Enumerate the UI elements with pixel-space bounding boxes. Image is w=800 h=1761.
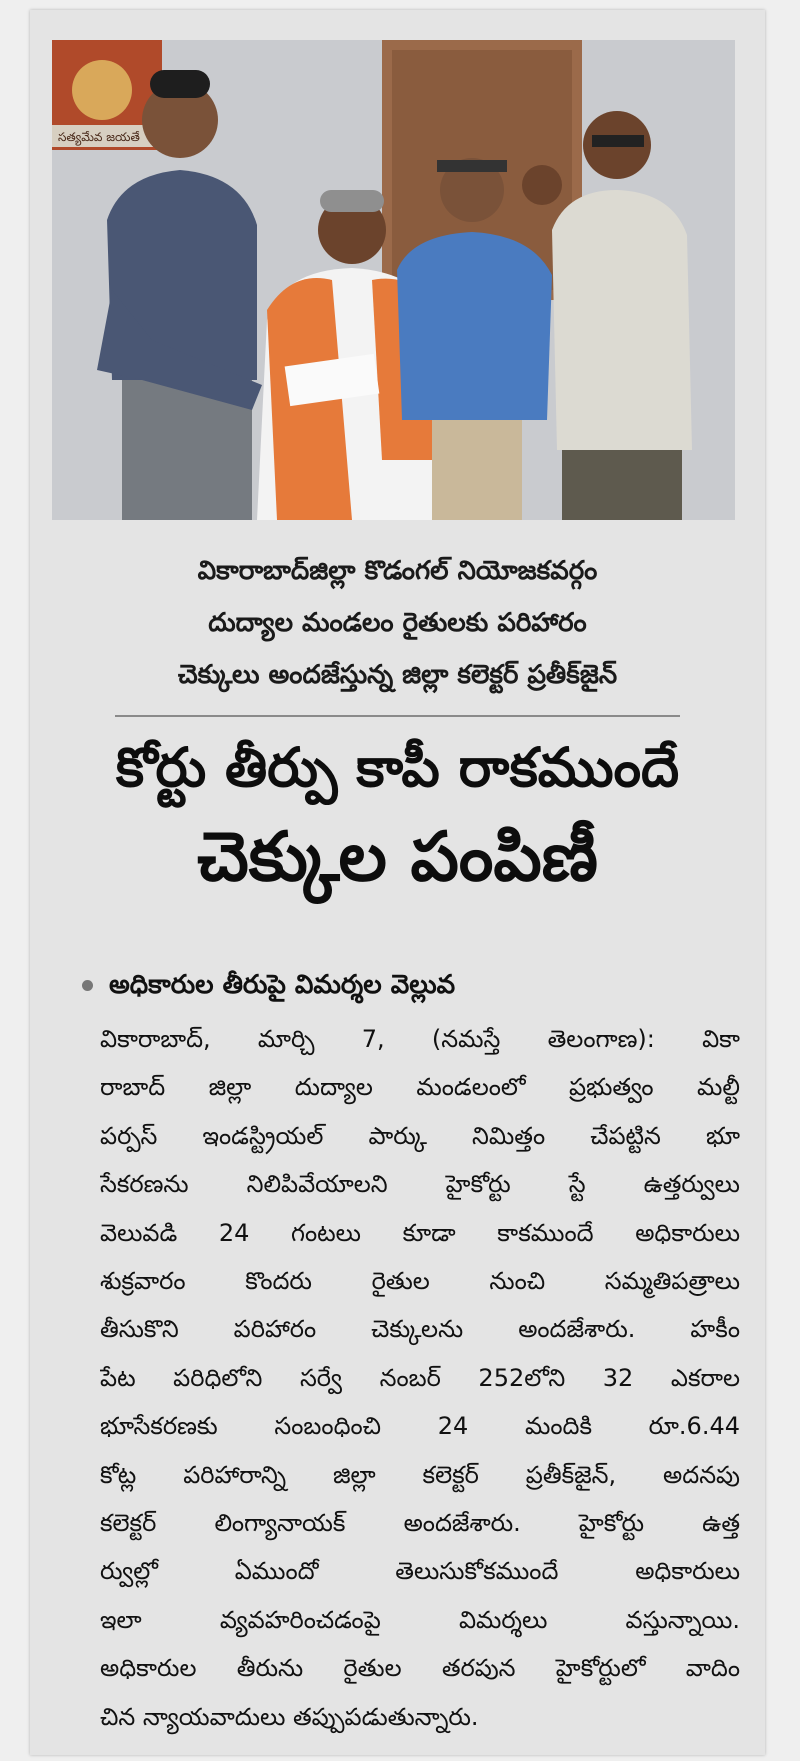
subheading: [82, 965, 742, 1005]
body-line: చిన న్యాయవాదులు తప్పుపడుతున్నారు.: [100, 1702, 479, 1731]
newspaper-clipping: [30, 10, 765, 1755]
caption-line: వికారాబాద్‌జిల్లా కొడంగల్ నియోజకవర్గం: [197, 556, 598, 586]
body-line: తీసుకొని పరిహారం చెక్కులను అందజేశారు. హకీం: [100, 1315, 740, 1344]
caption-line: చెక్కులు అందజేస్తున్న జిల్లా కలెక్టర్ ప్రతీక్‌జైన్: [177, 660, 618, 690]
photo-illustration: [52, 40, 735, 520]
person-background: [522, 165, 562, 205]
body-line: వికారాబాద్, మార్చి 7, (నమస్తే తెలంగాణ): వికా: [100, 1025, 740, 1053]
body-line: పేట పరిధిలోని సర్వే నంబర్ 252లోని 32 ఎకరాల: [100, 1363, 740, 1392]
body-line: అధికారుల తీరును రైతుల తరపున హైకోర్టులో వాదిం: [100, 1654, 740, 1683]
body-line: ర్వుల్లో ఏముందో తెలుసుకోకముందే అధికారులు: [100, 1557, 740, 1586]
emblem-text: సత్యమేవ జయతే: [58, 130, 140, 144]
divider: [115, 715, 680, 717]
headline-line-2: చెక్కుల పంపిణీ: [197, 818, 598, 897]
body-line: వెలువడి 24 గంటలు కూడా కాకముందే అధికారులు: [100, 1218, 740, 1247]
body-line: కలెక్టర్ లింగ్యానాయక్ అందజేశారు. హైకోర్టు ఉత్త: [100, 1509, 740, 1538]
body-line: సేకరణను నిలిపివేయాలని హైకోర్టు స్టే ఉత్తర్వులు: [100, 1170, 740, 1199]
body-line: పర్పస్ ఇండస్ట్రియల్ పార్కు నిమిత్తం చేపట్టిన భూ: [100, 1121, 740, 1150]
headline-line-1: కోర్టు తీర్పు కాపీ రాకముందే: [115, 736, 680, 799]
news-photo: [52, 40, 735, 520]
body-line: రాబాద్ జిల్లా దుద్యాల మండలంలో ప్రభుత్వం మల్టీ: [100, 1073, 740, 1102]
body-line: భూసేకరణకు సంబంధించి 24 మందికి రూ.6.44: [100, 1412, 740, 1441]
body-line: కోట్ల పరిహారాన్ని జిల్లా కలెక్టర్ ప్రతీక్‌జైన్, అదనపు: [100, 1460, 740, 1489]
article-body: [100, 1015, 740, 1741]
body-line: ఇలా వ్యవహరించడంపై విమర్శలు వస్తున్నాయి.: [100, 1605, 740, 1634]
body-line: శుక్రవారం కొందరు రైతుల నుంచి సమ్మతిపత్రాలు: [100, 1267, 740, 1296]
bullet-icon: [82, 980, 93, 991]
photo-caption: [60, 545, 735, 701]
caption-line: దుద్యాల మండలం రైతులకు పరిహారం: [208, 608, 587, 638]
subheading-text: అధికారుల తీరుపై విమర్శల వెల్లువ: [109, 970, 456, 1000]
headline: [45, 728, 750, 908]
